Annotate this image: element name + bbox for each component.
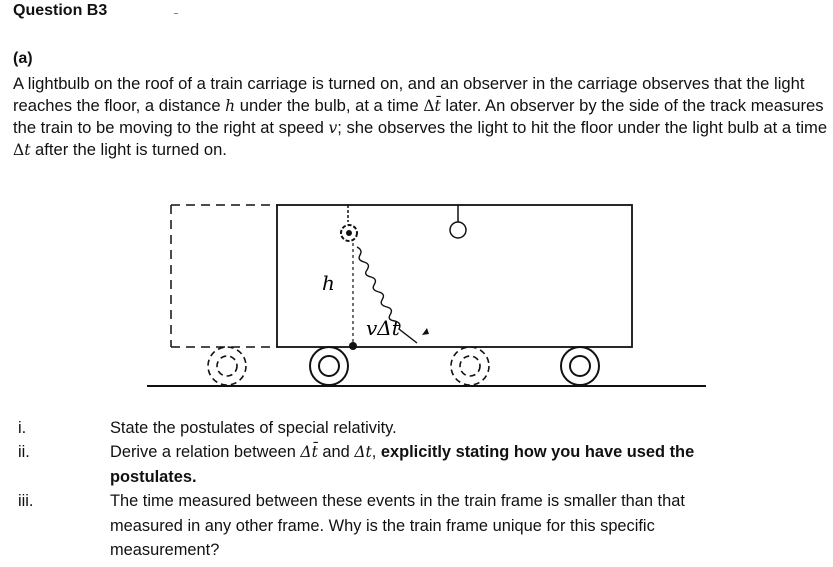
wheel-ghost-left xyxy=(208,347,246,385)
label-v-delta-t: vΔt xyxy=(366,316,400,340)
symbol-delta-tbar-2: Δt̄ xyxy=(300,443,318,461)
item-number: ii. xyxy=(18,443,30,461)
tbar-symbol: t̄ xyxy=(434,97,441,115)
dashed-carriage-outline xyxy=(171,205,277,347)
label-h: h xyxy=(322,271,335,295)
symbol-delta-t-2: Δt xyxy=(354,443,372,461)
item-text xyxy=(110,440,760,489)
item-number: iii. xyxy=(18,492,34,510)
question-title: Question B3 xyxy=(13,2,108,19)
statement-text-3: later. An observer by the side of the track measures the train to be moving to the right at speed xyxy=(13,96,824,137)
delta-symbol: Δ xyxy=(423,97,435,115)
item-text-mid: and xyxy=(317,443,355,461)
statement-text-1: A lightbulb on the roof of a train carriage is turned on, and an observer in the carriage observes that the light reaches the floor, a distance xyxy=(13,74,805,115)
symbol-v: v xyxy=(328,119,338,137)
floor-point xyxy=(349,342,357,350)
item-text-bold: explicitly stating how you have used the postulates. xyxy=(110,443,695,486)
item-text: State the postulates of special relativity. xyxy=(110,419,397,437)
wheel-right xyxy=(561,347,599,385)
wheel-left xyxy=(310,347,348,385)
symbol-h: h xyxy=(225,97,236,115)
t-symbol: t xyxy=(24,141,31,159)
item-text: The time measured between these events in the train frame is smaller than that measured in any other frame. Why is the train frame unique for this specific measurement? xyxy=(110,492,685,559)
statement-text-2: under the bulb, at a time xyxy=(235,96,424,115)
part-label: (a) xyxy=(13,50,33,67)
wheel-ghost-middle xyxy=(451,347,489,385)
item-text-comma: , xyxy=(371,443,381,461)
delta-symbol-2: Δ xyxy=(13,141,25,159)
statement-text-4: ; she observes the light to hit the floor under the light bulb at a time xyxy=(337,118,828,137)
item-number: i. xyxy=(18,419,27,437)
statement-text-5: after the light is turned on. xyxy=(30,140,227,159)
item-text-pre: Derive a relation between xyxy=(110,443,301,461)
